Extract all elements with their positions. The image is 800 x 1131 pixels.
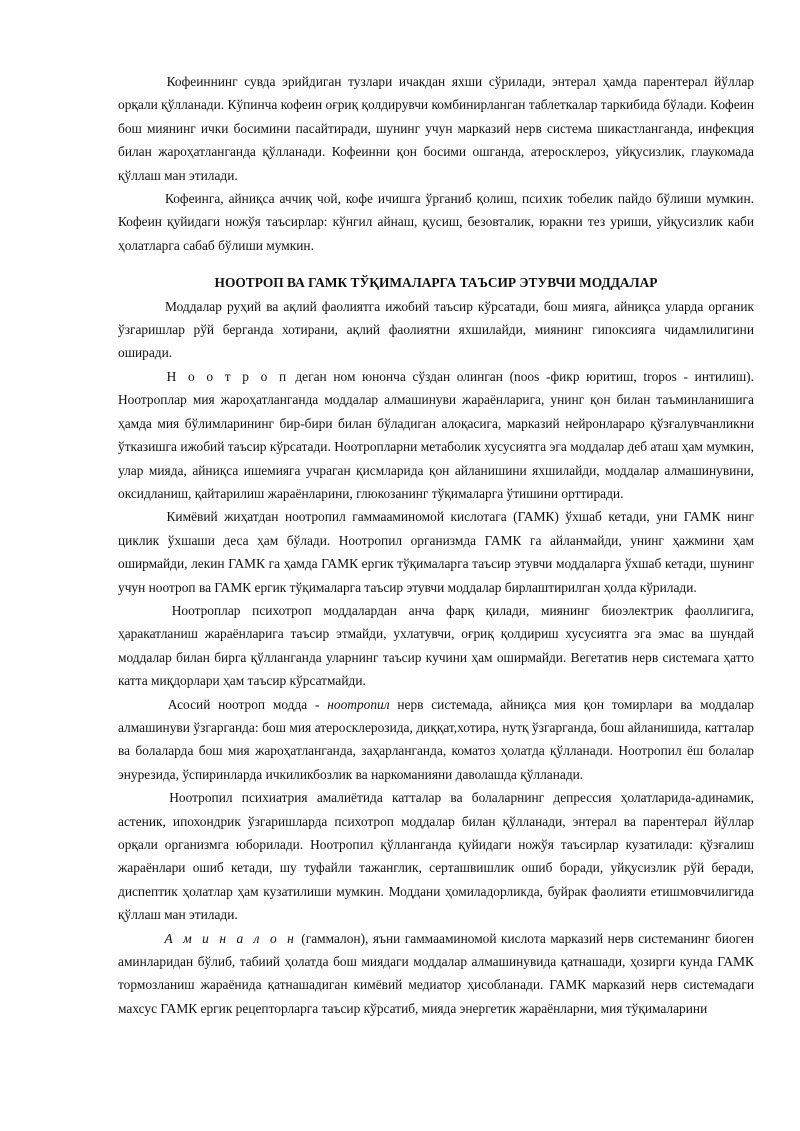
- paragraph-nootropics-vs-psychotropics: [118, 599, 754, 693]
- italic-term-nootropil: ноотропил: [327, 696, 390, 712]
- paragraph-nootropics-intro: [118, 295, 754, 365]
- paragraph-text: Ноотроплар психотроп моддалардан анча фарқ қилади, миянинг биоэлектрик фаоллигига, ҳаракатланиш жараёнларига таъсир этмайди, ухлатувчи, оғриқ қолдириш хусусиятга эга эмас ва шундай моддалар билан бирга қўлланганда уларнинг таъсир кучини ҳам оширмайди. Вегетатив нерв системага ҳатто катта миқдорлари ҳам таъсир кўрсатмайди.: [118, 602, 754, 689]
- paragraph-nootrop-etymology: [118, 365, 754, 505]
- paragraph-aminalon: [118, 927, 754, 1021]
- paragraph-text: Кимёвий жиҳатдан ноотропил гаммааминомой кислотага (ГАМК) ўхшаб кетади, уни ГАМК нинг циклик ўхшаши деса ҳам бўлади. Ноотропил организмда ГАМК га айланмайди, унинг ҳажмини ҳам оширмайди, лекин ГАМК га ҳамда ГАМК ергик тўқималарга таъсир этувчи моддаларга ўхшаб кетади, шунинг учун ноотроп ва ГАМК ергик тўқималарга таъсир этувчи моддалар бирлаштирилган ҳолда кўрилади.: [118, 509, 754, 595]
- spaced-term-nootrop: Н о о т р о п: [166, 368, 289, 384]
- paragraph-text: Моддалар руҳий ва ақлий фаолиятга ижобий таъсир кўрсатади, бош мияга, айниқса уларда органик ўзгаришлар рўй берганда хотирани, ақлий фаолиятни яхшилайди, миянинг гипоксияга чидамлилигини оширади.: [118, 298, 754, 361]
- paragraph-text-before: Асосий ноотроп модда -: [167, 696, 328, 712]
- spaced-term-aminalon: А м и н а л о н: [164, 930, 297, 946]
- section-heading: НООТРОП ВА ГАМК ТЎҚИМАЛАРГА ТАЪСИР ЭТУВЧИ МОДДАЛАР: [214, 275, 658, 291]
- paragraph-text-after: нерв системада, айниқса мия қон томирлари ва моддалар алмашинуви ўзгарганда: бош мия атеросклерозида, диққат,хотира, нутқ ўзгарганда, бош айланишида, катталар ва болаларда бош мия жароҳатланганда, заҳарланганда, коматоз ҳолатда қўлланади. Ноотропил ёш болалар энурезида, ўспиринларда ичкиликбозлик ва наркоманияни даволашда қўлланади.: [118, 696, 754, 782]
- paragraph-text: Кофеиннинг сувда эрийдиган тузлари ичакдан яхши сўрилади, энтерал ҳамда парентерал йўллар орқали қўлланади. Кўпинча кофеин оғриқ қолдирувчи комбинирланган таблеткалар таркибида бўлади. Кофеин бош миянинг ички босимини пасайтиради, шунинг учун марказий нерв система шикастланганда, инфекция билан жароҳатланганда қўлланади. Кофеинни қон босими ошганда, атеросклероз, уйқусизлик, глаукомада қўллаш ман этилади.: [118, 74, 754, 183]
- document-body: [118, 70, 754, 1020]
- paragraph-caffeine-side-effects: [118, 187, 754, 257]
- paragraph-text: деган ном юнонча сўздан олинган (noos -фикр юритиш, tropos - интилиш). Ноотроплар мия жароҳатланганда моддалар алмашинуви жараёнларига, унинг қон билан таъминланишига ҳамда мия бўлимларининг бир-бири билан бўладиган алоқасига, марказий нейронлараро қўзғалувчанликни ўтказишга ижобий таъсир кўрсатади. Ноотропларни метаболик хусусиятга эга моддалар деб аташ ҳам мумкин, улар мияда, айниқса ишемияга учраган қисмларида қон айланишини яхшилайди, моддалар алмашинувини, оксидланиш, қайтарилиш жараёнларини, глюкозанинг тўқималарга ўтишини орттиради.: [118, 368, 754, 501]
- paragraph-nootropil-uses: [118, 693, 754, 787]
- paragraph-nootropil-psychiatry: [118, 786, 754, 926]
- paragraph-text: Ноотропил психиатрия амалиётида катталар ва болаларнинг депрессия ҳолатларида-адинамик, астеник, ипохондрик ўзгаришларда психотроп моддалар билан қўлланади, энтерал ва парентерал йўллар орқали организмга юборилади. Ноотропил қўлланганда қуйидаги ножўя таъсирлар кузатилади: қўзғалиш жараёнлари ошиб кетади, шу туфайли тажанглик, серташвишлик ошиб боради, уйқусизлик рўй беради, диспептик ҳолатлар ҳам кузатилиши мумкин. Моддани ҳомиладорликда, буйрак фаолияти етишмовчилигида қўллаш ман этилади.: [118, 790, 754, 923]
- paragraph-caffeine-use: [118, 70, 754, 187]
- paragraph-gaba-similarity: [118, 505, 754, 599]
- paragraph-text: Кофеинга, айниқса аччиқ чой, кофе ичишга ўрганиб қолиш, психик тобелик пайдо бўлиши мумкин. Кофеин қуйидаги ножўя таъсирлар: кўнгил айнаш, қусиш, безовталик, юракни тез уриши, уйқусизлик каби ҳолатларга сабаб бўлиши мумкин.: [118, 191, 754, 253]
- paragraph-text: (гаммалон), яъни гаммааминомой кислота марказий нерв системанинг биоген аминларидан бўлиб, табиий ҳолатда бош миядаги моддалар алмашинувида қатнашади, ҳозирги кунда ГАМК тормозланиш жараёнида қатнашадиган кимёвий медиатор ҳисобланади. ГАМК марказий нерв системадаги махсус ГАМК ергик рецепторларга таъсир кўрсатиб, мияда энергетик жараёнларни, мия тўқималарини: [118, 930, 754, 1016]
